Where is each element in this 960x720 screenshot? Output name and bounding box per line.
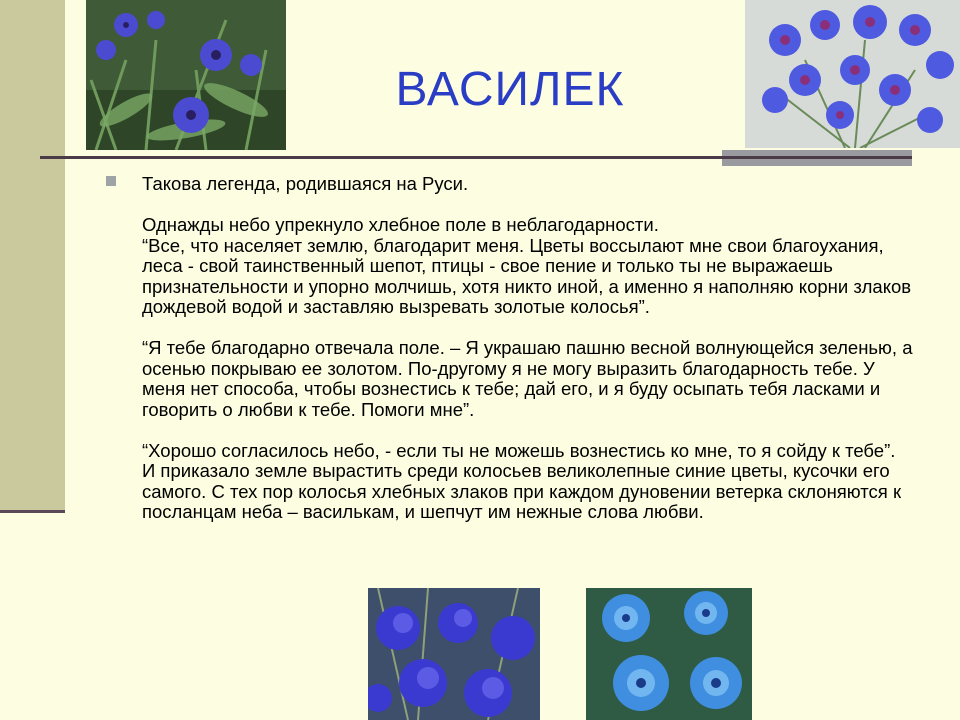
slide-body-text: Такова легенда, родившаяся на Руси. Однажды небо упрекнуло хлебное поле в неблагодарности. “Все, что населяет землю, благодарит меня. Цветы воссылают мне свои благоухания, леса - свой таинственный шепот, птицы - свое пение и только ты не выражаешь признательности и упорно молчишь, хотя никто иной, а именно я наполняю корни злаков дождевой водой и заставляю вызревать золотые колосья”. “Я тебе благодарно отвечала поле. – Я украшаю пашню весной волнующейся зеленью, а осенью покрываю ее золотом. По-другому я не могу выразить благодарность тебе. У меня нет способа, чтобы вознестись к тебе; дай его, и я буду осыпать тебя ласками и говорить о любви к тебе. Помоги мне”. “Хорошо согласилось небо, - если ты не можешь вознестись ко мне, то я сойду к тебе”. И приказало земле вырастить среди колосьев великолепные синие цветы, кусочки его самого. С тех пор колосья хлебных злаков при каждом дуновении ветерка склоняются к посланцам неба – василькам, и шепчут им нежные слова любви. [142,173,913,522]
left-band-divider [0,510,65,513]
bullet-icon [106,176,116,186]
cornflower-closeup-photo [586,588,752,720]
cornflower-bouquet-photo [745,0,960,148]
cornflower-garden-photo [86,0,286,150]
slide-title: ВАСИЛЕК [395,63,625,116]
left-decorative-band [0,0,65,512]
cornflower-field-photo [368,588,540,720]
header-divider [40,156,912,159]
